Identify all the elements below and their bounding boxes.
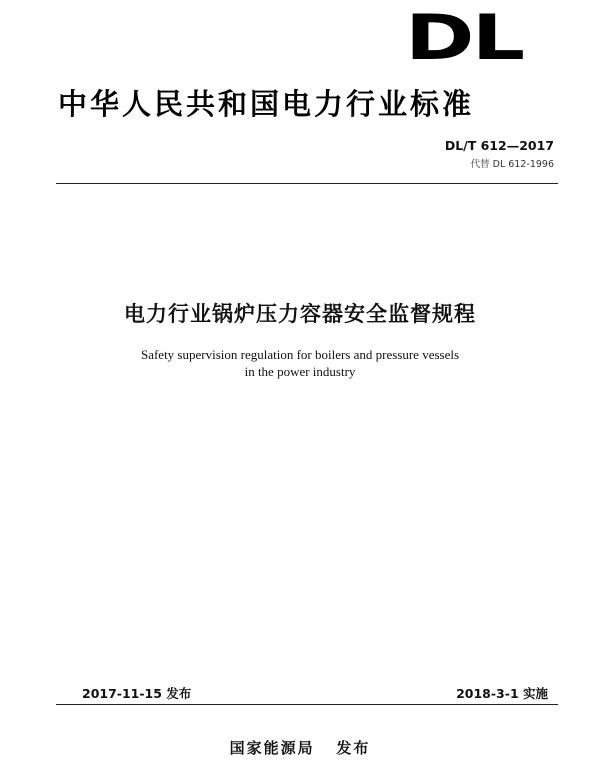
replaces-standard: 代替 DL 612-1996: [470, 159, 554, 170]
document-title-chinese: 电力行业锅炉压力容器安全监督规程: [124, 302, 476, 326]
dl-logo: DL: [405, 1, 523, 74]
standard-number: DL/T 612—2017: [444, 138, 554, 153]
banner-title: 中华人民共和国电力行业标准: [58, 87, 475, 121]
issue-date: 2017-11-15 发布: [82, 686, 192, 701]
implementation-date: 2018-3-1 实施: [456, 686, 548, 701]
top-divider: [56, 183, 558, 184]
publisher: 国家能源局 发布: [229, 739, 371, 757]
document-title-english-line2: in the power industry: [244, 364, 356, 379]
bottom-divider: [56, 704, 558, 705]
document-title-english-line1: Safety supervision regulation for boilers and pressure vessels: [140, 347, 460, 362]
